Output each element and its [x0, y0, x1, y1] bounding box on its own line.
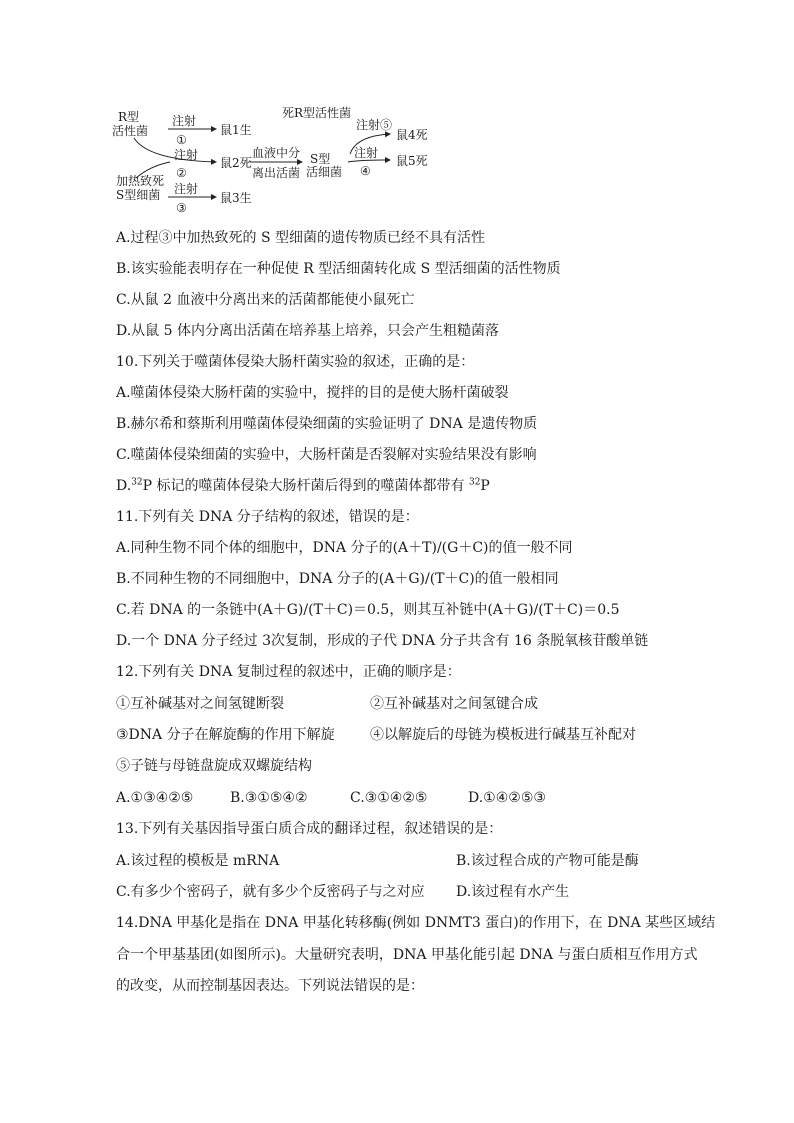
- q11-option-d: D.一个 DNA 分子经过 3次复制，形成的子代 DNA 分子共含有 16 条脱氧核苷酸单链: [116, 633, 649, 649]
- q12-option-c: C.③①④②⑤: [350, 790, 428, 806]
- inject-label-4: 注射: [354, 146, 379, 160]
- q12-step-5: ⑤子链与母链盘旋成双螺旋结构: [116, 758, 312, 774]
- step-4-label: ④: [360, 164, 371, 178]
- q9-option-c: C.从鼠 2 血液中分离出来的活菌都能使小鼠死亡: [116, 292, 415, 308]
- griffith-experiment-diagram: [110, 100, 440, 218]
- q10-stem: 10.下列关于噬菌体侵染大肠杆菌实验的叙述，正确的是：: [116, 354, 475, 370]
- r-strain-label-2: 活性菌: [112, 124, 149, 138]
- q12-option-d: D.①④②⑤③: [468, 790, 546, 806]
- mouse-5-label: 鼠5死: [396, 154, 428, 168]
- q12-step-1: ①互补碱基对之间氢键断裂: [116, 696, 284, 712]
- q10-option-d: [116, 477, 490, 495]
- q10-d-middle: P 标记的噬菌体侵染大肠杆菌后得到的噬菌体都带有: [142, 478, 469, 494]
- s-live-label-1: S型: [310, 152, 331, 166]
- q10-option-a: A.噬菌体侵染大肠杆菌的实验中，搅拌的目的是使大肠杆菌破裂: [116, 385, 509, 401]
- inject-label-3: 注射: [174, 182, 199, 196]
- q14-stem-line-2: 合一个甲基基团(如图所示)。大量研究表明，DNA 甲基化能引起 DNA 与蛋白质相互作用方式: [116, 947, 698, 963]
- q12-step-3: ③DNA 分子在解旋酶的作用下解旋: [116, 727, 335, 743]
- q10-d-superscript-1: 32: [131, 477, 143, 488]
- mouse-1-label: 鼠1生: [220, 123, 252, 137]
- q13-option-c: C.有多少个密码子，就有多少个反密码子与之对应: [116, 884, 425, 900]
- q10-d-superscript-2: 32: [468, 477, 481, 488]
- step-2-label: ②: [176, 166, 187, 180]
- inject-5-label: 注射⑤: [356, 118, 393, 132]
- mouse-3-label: 鼠3生: [220, 191, 252, 205]
- q12-option-a: A.①③④②⑤: [116, 790, 194, 806]
- q12-option-b: B.③①⑤④②: [230, 790, 308, 806]
- q13-option-b: B.该过程合成的产物可能是酶: [456, 853, 639, 869]
- q14-stem-line-1: 14.DNA 甲基化是指在 DNA 甲基化转移酶(例如 DNMT3 蛋白)的作用下，在 DNA 某些区域结: [116, 915, 716, 931]
- q13-stem: 13.下列有关基因指导蛋白质合成的翻译过程，叙述错误的是：: [116, 821, 503, 837]
- mouse-4-label: 鼠4死: [396, 128, 428, 142]
- q11-option-a: A.同种生物不同个体的细胞中，DNA 分子的(A＋T)/(G＋C)的值一般不同: [116, 540, 573, 556]
- q12-stem: 12.下列有关 DNA 复制过程的叙述中，正确的顺序是：: [116, 664, 461, 680]
- q9-option-d: D.从鼠 5 体内分离出活菌在培养基上培养，只会产生粗糙菌落: [116, 323, 499, 339]
- dead-r-strain-label: 死R型活性菌: [282, 106, 352, 120]
- q10-d-prefix: D.: [116, 478, 132, 494]
- heat-killed-s-label-1: 加热致死: [116, 174, 165, 188]
- q9-option-a: A.过程③中加热致死的 S 型细菌的遗传物质已经不具有活性: [116, 230, 486, 246]
- q9-option-b: B.该实验能表明存在一种促使 R 型活细菌转化成 S 型活细菌的活性物质: [116, 261, 561, 277]
- step-3-label: ③: [176, 201, 187, 215]
- q12-step-2: ②互补碱基对之间氢键合成: [370, 696, 538, 712]
- q13-option-d: D.该过程有水产生: [456, 884, 570, 900]
- mouse-2-label: 鼠2死: [220, 156, 252, 170]
- q11-stem: 11.下列有关 DNA 分子结构的叙述，错误的是：: [116, 509, 419, 525]
- q14-stem-line-3: 的改变，从而控制基因表达。下列说法错误的是：: [116, 978, 424, 994]
- q12-step-4: ④以解旋后的母链为模板进行碱基互补配对: [370, 727, 636, 743]
- q11-option-b: B.不同种生物的不同细胞中，DNA 分子的(A＋G)/(T＋C)的值一般相同: [116, 571, 559, 587]
- q13-option-a: A.该过程的模板是 mRNA: [116, 853, 280, 869]
- q11-option-c: C.若 DNA 的一条链中(A＋G)/(T＋C)＝0.5，则其互补链中(A＋G)/(T＋C)＝0.5: [116, 602, 620, 618]
- q10-d-end: P: [480, 478, 490, 494]
- s-live-label-2: 活细菌: [306, 165, 343, 179]
- q10-option-b: B.赫尔希和蔡斯利用噬菌体侵染细菌的实验证明了 DNA 是遗传物质: [116, 416, 538, 432]
- blood-isolate-label-1: 血液中分: [252, 146, 301, 160]
- step-1-label: ①: [176, 133, 187, 147]
- r-strain-label-1: R型: [118, 110, 140, 124]
- q10-option-c: C.噬菌体侵染细菌的实验中，大肠杆菌是否裂解对实验结果没有影响: [116, 447, 537, 463]
- inject-label-2: 注射: [174, 148, 199, 162]
- blood-isolate-label-2: 离出活菌: [252, 166, 301, 180]
- inject-label-1: 注射: [172, 114, 197, 128]
- heat-killed-s-label-2: S型细菌: [116, 188, 161, 202]
